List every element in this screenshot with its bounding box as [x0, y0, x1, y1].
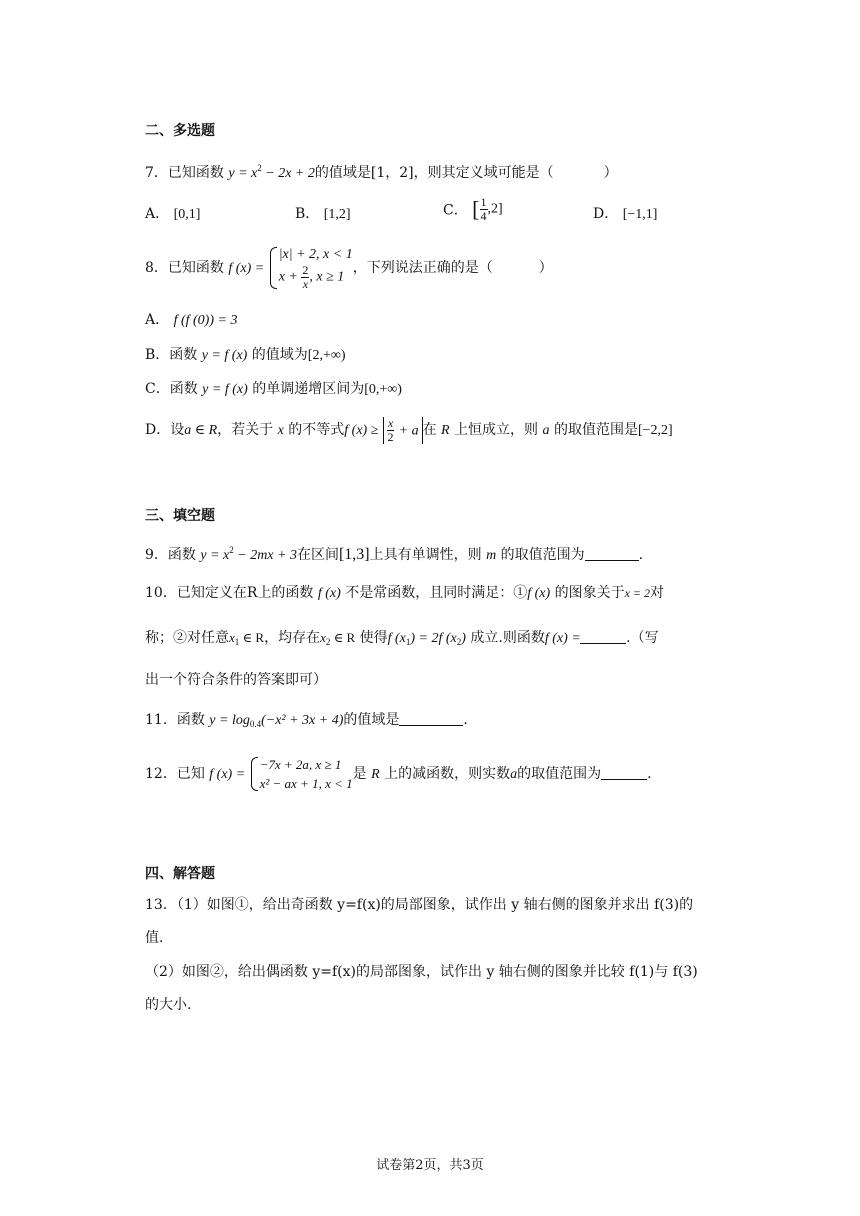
option-value: [0,1] — [173, 207, 201, 222]
piece-text: x + — [278, 269, 298, 285]
option-label: B． — [295, 206, 320, 222]
option-math: x — [277, 423, 284, 438]
question-text: 已知函数 — [167, 165, 224, 181]
question-text: ，均存在 — [264, 630, 321, 646]
option-text: 的不等式 — [288, 422, 345, 438]
option-value: ,2] — [487, 201, 503, 217]
fraction-one-quarter: $\frac{1}{4}$ — [480, 195, 487, 223]
question-text: .（写 — [626, 630, 659, 646]
question-number: 8． — [145, 260, 168, 276]
option-math: R — [441, 423, 450, 438]
question-text: . — [463, 712, 468, 728]
piece-row: x² − ax + 1, x < 1 — [259, 776, 353, 791]
question-text: 已知定义在R上的函数 — [176, 585, 314, 601]
piece-row — [279, 264, 353, 291]
math-expression: x = 2 — [624, 586, 651, 600]
option-math: [2,+∞) — [307, 348, 346, 363]
question-text: 不是常函数，且同时满足：① — [345, 585, 528, 601]
question-text: 使得 — [359, 630, 388, 646]
option-7c: C． [ $\frac{1}{4}$ ,2] — [443, 195, 503, 223]
question-text: 已知 — [176, 766, 205, 782]
option-text: 在 — [422, 422, 437, 438]
fraction-2-over-x: $\frac{2}{x}$ — [302, 263, 309, 291]
option-text: 上恒成立，则 — [454, 422, 539, 438]
math-variable: a — [510, 767, 518, 782]
question-text: 成立.则函数 — [470, 630, 545, 646]
option-label: C． — [443, 202, 468, 219]
piece-row: −7x + 2a, x ≥ 1 — [259, 757, 342, 772]
question-8 — [145, 240, 553, 297]
option-8d — [145, 410, 673, 451]
question-9 — [145, 541, 643, 565]
math-expression: $x_2$ ∈ R — [320, 630, 356, 647]
question-text: 函数 — [176, 712, 205, 728]
question-text: 的取值范围为 — [517, 766, 602, 782]
answer-blank[interactable] — [585, 546, 639, 561]
option-math: [0,+∞) — [364, 382, 402, 397]
option-math: + a — [398, 423, 419, 438]
absolute-value — [383, 417, 423, 444]
option-value: [1,2] — [323, 207, 351, 222]
piece-text: , x ≥ 1 — [309, 269, 345, 285]
question-text: ） — [603, 165, 618, 181]
answer-blank[interactable] — [580, 629, 626, 644]
question-text: 已知函数 — [167, 260, 224, 276]
page-footer: 试卷第2页，共3页 — [376, 1158, 484, 1173]
math-equals: = — [572, 631, 581, 646]
option-value: [−1,1] — [622, 207, 658, 222]
question-text: 函数 — [167, 547, 196, 563]
option-label: D． — [145, 422, 171, 438]
answer-blank[interactable] — [399, 711, 463, 726]
section-heading-multi: 二、多选题 — [145, 123, 215, 139]
question-number: 10． — [145, 585, 177, 601]
option-math: y = f (x) — [202, 382, 248, 397]
option-math: y = f (x) — [201, 348, 248, 363]
math-expression: $x_1$ ∈ R — [229, 630, 265, 647]
question-text: 对 — [650, 585, 665, 601]
math-fx: f (x) = — [209, 767, 246, 782]
option-math: [−2,2] — [637, 423, 673, 438]
question-10-line2 — [145, 629, 659, 651]
piece-row: |x| + 2, x < 1 — [278, 247, 353, 262]
section-heading-fill: 三、填空题 — [145, 508, 215, 524]
option-math: f (x) ≥ — [344, 423, 379, 438]
question-text: 的值域是[1，2]，则其定义域可能是（ — [314, 165, 554, 181]
fraction-x-over-2: $\frac{x}{2}$ — [387, 415, 394, 444]
question-13-line3: （2）如图②，给出偶函数 y=f(x)的局部图象，试作出 y 轴右侧的图象并比较 f(1)与 f(3) — [145, 964, 698, 980]
math-variable: m — [486, 548, 497, 563]
option-7d — [593, 203, 657, 223]
option-text: 函数 — [169, 347, 198, 363]
question-text: 在区间 — [296, 547, 339, 563]
option-math: f (f (0)) = 3 — [173, 313, 238, 328]
piecewise-function — [269, 245, 353, 291]
option-math: a ∈ R — [184, 423, 218, 438]
math-expression: $y = x^2 - 2mx + 3$ — [200, 545, 297, 563]
option-7a — [145, 203, 200, 223]
math-fx: f (x) — [317, 586, 341, 601]
question-text: 的图象关于 — [554, 585, 625, 601]
option-label: B． — [145, 347, 170, 363]
question-10-line1 — [145, 584, 664, 603]
section-heading-answer: 四、解答题 — [145, 866, 215, 882]
math-log-base: 0.4 — [249, 719, 262, 729]
option-8c — [145, 380, 402, 399]
question-13-line4: 的大小. — [145, 997, 192, 1013]
math-fx: f (x) = — [228, 261, 265, 276]
math-expression: f $(x_1) = 2f$ $(x_2)$ — [387, 631, 466, 647]
math-expression: y = log — [209, 713, 250, 728]
question-number: 12． — [145, 766, 177, 782]
question-13-line1: 13．（1）如图①，给出奇函数 y=f(x)的局部图象，试作出 y 轴右侧的图象并求出 f(3)的 — [145, 897, 694, 913]
option-text: 函数 — [169, 381, 198, 397]
option-text: 设 — [170, 422, 185, 438]
question-text: ） — [538, 260, 553, 276]
math-fx: f (x) — [544, 631, 568, 646]
math-interval: [1,3] — [338, 546, 370, 563]
question-number: 11． — [145, 712, 177, 728]
question-12 — [145, 752, 652, 797]
option-text: 的值域为 — [251, 347, 308, 363]
option-label: D． — [593, 206, 619, 222]
option-math: a — [542, 423, 550, 438]
question-text: . — [638, 547, 644, 563]
option-label: A． — [145, 206, 170, 222]
question-number: 7． — [145, 165, 168, 181]
answer-blank[interactable] — [601, 765, 647, 780]
option-text: 的单调递增区间为 — [252, 381, 365, 397]
question-text: ，下列说法正确的是（ — [352, 260, 493, 276]
question-text: 上的减函数，则实数 — [384, 766, 511, 782]
question-13-line2: 值. — [145, 930, 164, 946]
question-7 — [145, 159, 618, 183]
question-number: 9． — [145, 547, 168, 563]
option-text: ，若关于 — [217, 422, 274, 438]
question-text: 的值域是 — [343, 712, 400, 728]
math-expression: (−x² + 3x + 4) — [261, 713, 344, 728]
question-text: 称；②对任意 — [145, 630, 229, 646]
math-variable: R — [371, 767, 380, 782]
question-10-line3: 出一个符合条件的答案即可） — [145, 672, 327, 688]
question-text: . — [647, 766, 652, 782]
math-fx: f (x) — [527, 586, 551, 601]
option-label: A． — [145, 312, 170, 328]
option-text: 的取值范围是 — [553, 422, 638, 438]
piecewise-function — [250, 755, 353, 793]
math-expression: $y = x^2 - 2x + 2$ — [228, 163, 315, 181]
option-7b — [295, 203, 351, 223]
question-text: 的取值范围为 — [500, 547, 585, 563]
question-text: 是 — [352, 766, 367, 782]
option-8b — [145, 346, 346, 365]
option-8a — [145, 311, 237, 330]
question-text: 上具有单调性，则 — [369, 547, 482, 563]
question-11 — [145, 711, 468, 733]
option-label: C． — [145, 381, 170, 397]
